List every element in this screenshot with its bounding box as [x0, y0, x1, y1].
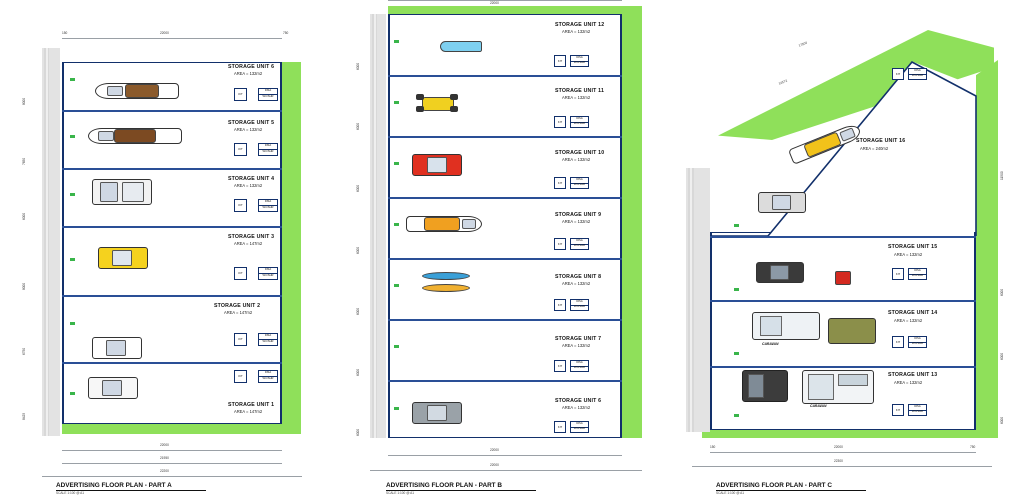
door-marker [734, 224, 739, 227]
dim-angled-c1: 14572 [778, 78, 788, 86]
dim-v-c-1: 11500 [1000, 171, 1004, 180]
amenity-wcshr: WC/SHR [912, 274, 923, 278]
amenity-kit: KIT [234, 370, 247, 383]
unit-title: STORAGE UNIT 16 [856, 138, 906, 144]
amenity-block [258, 199, 278, 212]
unit-title: STORAGE UNIT 13 [888, 372, 938, 378]
vehicle-car-white-2 [92, 335, 140, 359]
unit-title: STORAGE UNIT 12 [555, 22, 605, 28]
unit-title: STORAGE UNIT 7 [555, 336, 602, 342]
unit-divider-a-4 [62, 295, 282, 297]
vehicle-car-white [88, 375, 136, 399]
dim-top-a: 22000 [160, 31, 169, 35]
door-marker [394, 345, 399, 348]
unit-title: STORAGE UNIT 6 [228, 64, 275, 70]
dim-v-b-7: 6000 [356, 428, 360, 436]
amenity-block [908, 336, 927, 348]
wall-right-a [280, 62, 282, 424]
unit-divider-a-3 [62, 226, 282, 228]
amenity-block [258, 88, 278, 101]
amenity-kit: KIT [234, 333, 247, 346]
dim-line-bottom-c2 [692, 466, 992, 467]
unit-area: AREA = 132m2 [562, 343, 591, 348]
dim-top-b: 22000 [490, 1, 499, 5]
unit-divider-c-2 [710, 300, 976, 302]
unit-area: AREA = 132m2 [562, 405, 591, 410]
amenity-wcshr: WC/SHR [262, 206, 274, 210]
amenity-kit: KIT [234, 267, 247, 280]
plan-scale-b: SCALE 1:100 @ A1 [386, 491, 415, 495]
unit-title: STORAGE UNIT 3 [228, 234, 275, 240]
amenity-kit: KIT [554, 299, 566, 311]
door-marker [394, 101, 399, 104]
caption-text: ADVERTISING FLOOR PLAN - PART A [56, 482, 172, 489]
vehicle-car-yellow [98, 245, 146, 269]
dim-bottom-c2: 22300 [834, 459, 843, 463]
unit-area: AREA = 132m2 [234, 183, 263, 188]
door-marker [394, 407, 399, 410]
dim-line-bottom-b2 [370, 470, 642, 471]
unit-divider-b-4 [388, 258, 622, 260]
vehicle-van [92, 176, 150, 206]
amenity-block [570, 299, 589, 311]
door-marker [70, 322, 75, 325]
door-marker [394, 162, 399, 165]
amenity-wcshr: WC/SHR [262, 340, 274, 344]
amenity-disa: DISA [571, 300, 588, 306]
amenity-wcshr: WC/SHR [574, 305, 585, 309]
unit-title: STORAGE UNIT 4 [228, 176, 275, 182]
amenity-disa: DISA [909, 405, 926, 411]
vehicle-jetski [440, 36, 480, 54]
dim-v-c-4: 6000 [1000, 416, 1004, 424]
vehicle-car-grey [412, 400, 460, 424]
wall-left-b [388, 14, 390, 438]
unit-title: STORAGE UNIT 5 [228, 120, 275, 126]
dim-v-a-5: 6750 [22, 347, 26, 355]
vehicle-caravan-olive [828, 316, 874, 344]
unit-area: AREA = 132m2 [562, 29, 591, 34]
wall-left-a [62, 62, 64, 424]
amenity-disa: DISA [571, 178, 588, 184]
unit-title: STORAGE UNIT 11 [555, 88, 605, 94]
vehicle-boat [88, 122, 180, 148]
amenity-disa: DISA [259, 371, 277, 377]
dim-side-c: 750 [970, 445, 976, 449]
grass-area-a-bottom [62, 424, 301, 434]
amenity-wcshr: WC/SHR [912, 74, 923, 78]
amenity-block [908, 404, 927, 416]
vehicle-quad-red-c [832, 268, 852, 286]
vehicle-boat-orange [406, 210, 480, 236]
plan-caption-a [56, 482, 206, 491]
amenity-disa: DISA [259, 268, 277, 274]
unit-divider-c-1 [710, 236, 976, 238]
dim-line-top-a [62, 38, 282, 39]
dim-v-b-5: 6000 [356, 307, 360, 315]
caption-text: ADVERTISING FLOOR PLAN - PART B [386, 482, 502, 489]
unit-area: AREA = 147m2 [234, 409, 263, 414]
door-marker [70, 135, 75, 138]
amenity-block [570, 360, 589, 372]
amenity-wcshr: WC/SHR [262, 95, 274, 99]
dim-v-b-4: 6000 [356, 246, 360, 254]
amenity-block [258, 333, 278, 346]
amenity-disa: DISA [571, 56, 588, 62]
amenity-kit: KIT [554, 360, 566, 372]
amenity-wcshr: WC/SHR [912, 410, 923, 414]
dim-v-a-6: 8425 [22, 412, 26, 420]
vehicle-boat [95, 78, 177, 102]
unit-divider-b-1 [388, 75, 622, 77]
plan-scale-c: SCALE 1:100 @ A1 [716, 491, 745, 495]
wall-right-c [974, 232, 976, 430]
vehicle-quad [416, 92, 458, 114]
door-marker [70, 193, 75, 196]
dim-v-a-3: 6000 [22, 212, 26, 220]
door-marker [394, 284, 399, 287]
amenity-wcshr: WC/SHR [574, 61, 585, 65]
unit-area: AREA = 240m2 [860, 146, 889, 151]
unit-title: STORAGE UNIT 1 [228, 402, 275, 408]
amenity-wcshr: WC/SHR [262, 377, 274, 381]
unit-area: AREA = 147m2 [234, 241, 263, 246]
amenity-kit: KIT [554, 238, 566, 250]
dim-bottom-a2: 21950 [160, 456, 169, 460]
amenity-kit: KIT [892, 336, 904, 348]
amenity-kit: KIT [892, 268, 904, 280]
amenity-disa: DISA [571, 422, 588, 428]
amenity-wcshr: WC/SHR [912, 342, 923, 346]
amenity-kit: KIT [554, 116, 566, 128]
unit-area: AREA = 132m2 [562, 157, 591, 162]
amenity-block [570, 116, 589, 128]
vehicle-car-black [756, 260, 802, 282]
vehicle-caravan-c13 [802, 368, 872, 404]
vehicle-kayak-2 [422, 284, 470, 292]
road-hatch-c [688, 168, 694, 432]
dim-v-b-1: 6000 [356, 62, 360, 70]
caravan-label-1: CARAVAN [762, 342, 779, 346]
unit-area: AREA = 132m2 [894, 318, 923, 323]
vehicle-caravan-white [752, 310, 818, 340]
amenity-disa: DISA [259, 200, 277, 206]
amenity-kit: KIT [892, 68, 904, 80]
unit-area: AREA = 132m2 [234, 127, 263, 132]
amenity-kit: KIT [234, 143, 247, 156]
unit-divider-b-3 [388, 197, 622, 199]
amenity-disa: DISA [909, 337, 926, 343]
dim-bottom-b1: 22000 [490, 448, 499, 452]
unit-area: AREA = 147m2 [224, 310, 253, 315]
dim-v-a-4: 8000 [22, 282, 26, 290]
amenity-block [570, 177, 589, 189]
door-marker [70, 392, 75, 395]
plan-part-b [340, 0, 660, 501]
dim-line-bottom-a2 [62, 463, 282, 464]
amenity-block [570, 238, 589, 250]
amenity-disa: DISA [259, 334, 277, 340]
dim-v-b-3: 6000 [356, 184, 360, 192]
amenity-block [908, 68, 927, 80]
amenity-disa: DISA [259, 89, 277, 95]
amenity-wcshr: WC/SHR [574, 427, 585, 431]
amenity-kit: KIT [554, 421, 566, 433]
dim-edge-a: 150 [62, 31, 68, 35]
amenity-block [908, 268, 927, 280]
amenity-kit: KIT [892, 404, 904, 416]
plan-scale-a: SCALE 1:100 @ A1 [56, 491, 85, 495]
amenity-block [258, 267, 278, 280]
vehicle-car-silver-c [758, 190, 804, 212]
dim-bottom-c1: 22000 [834, 445, 843, 449]
door-marker [734, 352, 739, 355]
dim-side-small-a: 750 [283, 31, 289, 35]
unit-title: STORAGE UNIT 15 [888, 244, 938, 250]
unit-divider-a-5 [62, 362, 282, 364]
dim-line-bottom-a1 [62, 450, 282, 451]
unit-title: STORAGE UNIT 14 [888, 310, 938, 316]
amenity-wcshr: WC/SHR [262, 274, 274, 278]
door-marker [394, 40, 399, 43]
dim-line-bottom-b1 [388, 455, 622, 456]
unit-area: AREA = 132m2 [234, 71, 263, 76]
door-marker [394, 223, 399, 226]
unit-divider-b-2 [388, 136, 622, 138]
dim-angled-c2: 17500 [798, 40, 808, 48]
amenity-wcshr: WC/SHR [574, 122, 585, 126]
amenity-disa: DISA [259, 144, 277, 150]
amenity-disa: DISA [571, 361, 588, 367]
amenity-wcshr: WC/SHR [574, 366, 585, 370]
unit-title: STORAGE UNIT 10 [555, 150, 605, 156]
dim-v-a-1: 8000 [22, 97, 26, 105]
unit-area: AREA = 132m2 [562, 219, 591, 224]
unit-title: STORAGE UNIT 6 [555, 398, 602, 404]
amenity-kit: KIT [234, 199, 247, 212]
amenity-disa: DISA [909, 69, 926, 75]
door-marker [734, 414, 739, 417]
unit-area: AREA = 132m2 [562, 281, 591, 286]
dim-edge-c: 150 [710, 445, 716, 449]
dim-bottom-a1: 22000 [160, 443, 169, 447]
grass-right-c [976, 60, 998, 438]
amenity-block [570, 55, 589, 67]
unit-area: AREA = 132m2 [562, 95, 591, 100]
amenity-kit: KIT [234, 88, 247, 101]
caption-text: ADVERTISING FLOOR PLAN - PART C [716, 482, 832, 489]
wall-left-c [710, 232, 712, 430]
dim-bottom-b2: 22000 [490, 463, 499, 467]
unit-area: AREA = 132m2 [894, 252, 923, 257]
unit-divider-a-1 [62, 110, 282, 112]
wall-right-b [620, 14, 622, 438]
unit-area: AREA = 132m2 [894, 380, 923, 385]
dim-line-bottom-c1 [710, 452, 976, 453]
road-hatch-a [44, 48, 49, 436]
unit-title: STORAGE UNIT 8 [555, 274, 602, 280]
grass-bottom-c [702, 430, 998, 438]
dim-v-a-2: 7650 [22, 157, 26, 165]
plan-part-a [0, 0, 330, 501]
dim-line-top-b [388, 0, 622, 1]
amenity-wcshr: WC/SHR [574, 183, 585, 187]
amenity-block [570, 421, 589, 433]
vehicle-truck-c [742, 366, 786, 404]
dim-line-bottom-a3 [42, 476, 302, 477]
amenity-wcshr: WC/SHR [262, 150, 274, 154]
amenity-disa: DISA [571, 239, 588, 245]
vehicle-car-red [412, 152, 460, 176]
dim-v-b-2: 6000 [356, 122, 360, 130]
plan-caption-b [386, 482, 536, 491]
unit-divider-a-2 [62, 168, 282, 170]
door-marker [70, 78, 75, 81]
unit-title: STORAGE UNIT 9 [555, 212, 602, 218]
door-marker [70, 258, 75, 261]
grass-area-b-top [388, 6, 642, 14]
dim-v-c-2: 6000 [1000, 288, 1004, 296]
dim-v-c-3: 6000 [1000, 352, 1004, 360]
door-marker [734, 288, 739, 291]
amenity-disa: DISA [909, 269, 926, 275]
amenity-wcshr: WC/SHR [574, 244, 585, 248]
road-hatch-b [372, 14, 377, 438]
amenity-kit: KIT [554, 55, 566, 67]
unit-title: STORAGE UNIT 2 [214, 303, 261, 309]
dim-v-b-6: 6000 [356, 368, 360, 376]
dim-bottom-a3: 22200 [160, 469, 169, 473]
plan-part-c [670, 0, 1024, 501]
vehicle-kayak-1 [422, 272, 470, 280]
caravan-label-2: CARAVAN [810, 404, 827, 408]
amenity-kit: KIT [554, 177, 566, 189]
plan-caption-c [716, 482, 866, 491]
unit-divider-b-6 [388, 380, 622, 382]
unit-divider-b-5 [388, 319, 622, 321]
amenity-block [258, 143, 278, 156]
amenity-block [258, 370, 278, 383]
amenity-disa: DISA [571, 117, 588, 123]
